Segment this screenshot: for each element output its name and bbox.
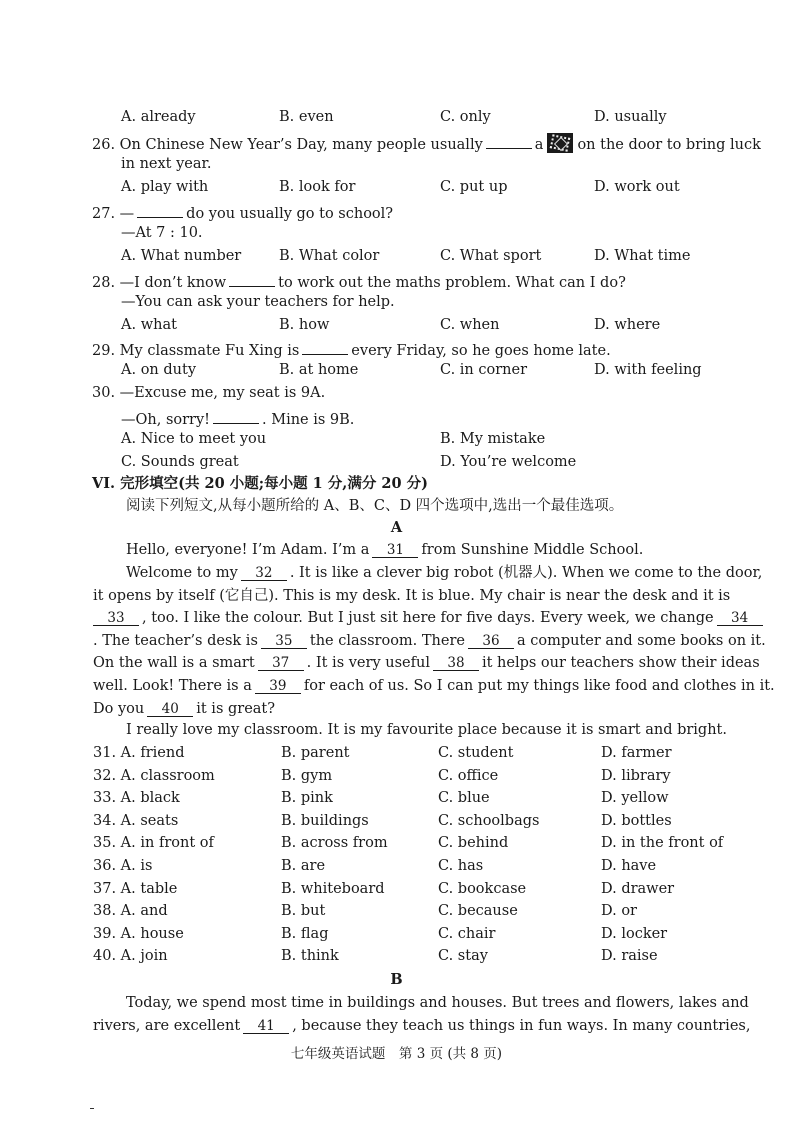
- cloze-option-c: C. stay: [438, 948, 488, 964]
- q26-option-b: B. look for: [279, 179, 356, 195]
- cloze-option-b: B. are: [281, 858, 326, 874]
- cloze-option-b: B. think: [281, 948, 339, 964]
- passage-a-line-7: well. Look! There is a 39 for each of us. So I can put my things like food and clothes in it.: [93, 678, 775, 694]
- question-number: 30.: [92, 385, 116, 401]
- passage-a-line-2: Welcome to my 32 . It is like a clever big robot (机器人). When we come to the door,: [126, 565, 763, 581]
- q30-reply-line: —Oh, sorry! . Mine is 9B.: [121, 407, 354, 429]
- cloze-blank-31: 31: [372, 541, 418, 558]
- q26-option-d: D. work out: [594, 179, 680, 195]
- cloze-option-c: C. office: [438, 768, 499, 784]
- cloze-blank-39: 39: [255, 677, 301, 694]
- cloze-option-d: D. raise: [601, 948, 658, 964]
- q27-option-d: D. What time: [594, 248, 691, 264]
- cloze-option-c: C. student: [438, 745, 514, 761]
- q29-stem: 29. My classmate Fu Xing is every Friday, so he goes home late.: [92, 338, 611, 360]
- cloze-blank-35: 35: [261, 632, 307, 649]
- section-title: VI. 完形填空(共 20 小题;每小题 1 分,满分 20 分): [92, 475, 428, 492]
- cloze-option-d: D. drawer: [601, 881, 675, 897]
- cloze-row-40: 40. A. join: [93, 948, 168, 964]
- question-number: 28.: [92, 275, 116, 291]
- cloze-option-d: D. or: [601, 903, 637, 919]
- q27-option-c: C. What sport: [440, 248, 542, 264]
- cloze-option-b: B. across from: [281, 835, 388, 851]
- passage-a-line-4: 33 , too. I like the colour. But I just sit here for five days. Every week, we change 34: [93, 609, 766, 627]
- cloze-option-b: B. but: [281, 903, 326, 919]
- q28-option-a: A. what: [121, 317, 177, 333]
- q30-option-d: D. You’re welcome: [440, 454, 577, 470]
- cloze-blank-36: 36: [468, 632, 514, 649]
- q30-stem: 30. —Excuse me, my seat is 9A.: [92, 385, 326, 401]
- q30-option-a: A. Nice to meet you: [121, 431, 267, 447]
- passage-a-line-8: Do you 40 it is great?: [93, 701, 276, 717]
- cloze-row-33: 33. A. black: [93, 790, 180, 806]
- section-instruction: 阅读下列短文,从每小题所给的 A、B、C、D 四个选项中,选出一个最佳选项。: [126, 498, 624, 514]
- q25-option-d: D. usually: [594, 109, 667, 125]
- cloze-option-c: C. schoolbags: [438, 813, 540, 829]
- q26-stem: 26. On Chinese New Year’s Day, many people usually a on the door to bring luck: [92, 132, 761, 154]
- cloze-option-b: B. whiteboard: [281, 881, 385, 897]
- cloze-option-c: C. chair: [438, 926, 496, 942]
- cloze-option-d: D. bottles: [601, 813, 672, 829]
- q29-option-c: C. in corner: [440, 362, 528, 378]
- page-footer: 七年级英语试题 第 3 页 (共 8 页): [290, 1046, 503, 1062]
- answer-blank: [302, 338, 348, 355]
- cloze-option-c: C. has: [438, 858, 484, 874]
- cloze-row-31: 31. A. friend: [93, 745, 185, 761]
- question-number: 29.: [92, 343, 116, 359]
- q28-answer-line: —You can ask your teachers for help.: [121, 294, 395, 310]
- cloze-option-b: B. buildings: [281, 813, 369, 829]
- answer-blank: [213, 407, 259, 424]
- cloze-option-d: D. farmer: [601, 745, 672, 761]
- cloze-option-b: B. flag: [281, 926, 329, 942]
- cloze-option-c: C. blue: [438, 790, 490, 806]
- q27-option-a: A. What number: [121, 248, 242, 264]
- q25-option-b: B. even: [279, 109, 334, 125]
- cloze-option-d: D. locker: [601, 926, 668, 942]
- cloze-option-c: C. because: [438, 903, 518, 919]
- passage-a-line-6: On the wall is a smart 37 . It is very useful 38 it helps our teachers show their ideas: [93, 655, 760, 671]
- cloze-option-d: D. in the front of: [601, 835, 724, 851]
- passage-b-label: B: [390, 971, 403, 988]
- q28-option-b: B. how: [279, 317, 330, 333]
- q30-option-c: C. Sounds great: [121, 454, 239, 470]
- answer-blank: [137, 201, 183, 218]
- page-mark: [90, 1108, 94, 1109]
- q27-option-b: B. What color: [279, 248, 380, 264]
- cloze-option-b: B. parent: [281, 745, 350, 761]
- cloze-blank-33: 33: [93, 609, 139, 626]
- chinese-knot-icon: [547, 133, 573, 153]
- cloze-row-39: 39. A. house: [93, 926, 184, 942]
- cloze-blank-41: 41: [243, 1017, 289, 1034]
- cloze-row-35: 35. A. in front of: [93, 835, 214, 851]
- q25-option-a: A. already: [121, 109, 196, 125]
- q26-option-c: C. put up: [440, 179, 508, 195]
- cloze-row-32: 32. A. classroom: [93, 768, 215, 784]
- passage-a-line-5: . The teacher’s desk is 35 the classroom. There 36 a computer and some books on it.: [93, 633, 766, 649]
- q26-option-a: A. play with: [121, 179, 209, 195]
- cloze-blank-32: 32: [241, 564, 287, 581]
- passage-a-label: A: [390, 519, 403, 536]
- q26-stem-cont: in next year.: [121, 156, 212, 172]
- question-number: 26.: [92, 137, 116, 153]
- q25-option-c: C. only: [440, 109, 491, 125]
- cloze-option-b: B. gym: [281, 768, 333, 784]
- cloze-row-36: 36. A. is: [93, 858, 153, 874]
- cloze-option-c: C. behind: [438, 835, 509, 851]
- passage-b-line-2: rivers, are excellent 41 , because they teach us things in fun ways. In many countries,: [93, 1018, 751, 1034]
- passage-a-line-1: Hello, everyone! I’m Adam. I’m a 31 from Sunshine Middle School.: [126, 542, 644, 558]
- passage-b-line-1: Today, we spend most time in buildings and houses. But trees and flowers, lakes and: [126, 995, 749, 1011]
- question-number: 27.: [92, 206, 116, 222]
- cloze-blank-34: 34: [717, 609, 763, 626]
- cloze-blank-37: 37: [258, 654, 304, 671]
- q27-stem: 27. — do you usually go to school?: [92, 201, 393, 223]
- cloze-row-37: 37. A. table: [93, 881, 178, 897]
- cloze-row-34: 34. A. seats: [93, 813, 179, 829]
- q29-option-d: D. with feeling: [594, 362, 702, 378]
- passage-a-line-3: it opens by itself (它自己). This is my desk. It is blue. My chair is near the desk and it is: [93, 588, 731, 604]
- answer-blank: [229, 270, 275, 287]
- cloze-row-38: 38. A. and: [93, 903, 168, 919]
- cloze-blank-40: 40: [147, 700, 193, 717]
- cloze-blank-38: 38: [433, 654, 479, 671]
- cloze-option-b: B. pink: [281, 790, 333, 806]
- q28-stem: 28. —I don’t know to work out the maths problem. What can I do?: [92, 270, 626, 292]
- cloze-option-d: D. yellow: [601, 790, 669, 806]
- q30-option-b: B. My mistake: [440, 431, 546, 447]
- answer-blank: [486, 132, 532, 149]
- cloze-option-d: D. have: [601, 858, 657, 874]
- cloze-option-d: D. library: [601, 768, 671, 784]
- q29-option-b: B. at home: [279, 362, 359, 378]
- passage-a-line-9: I really love my classroom. It is my favourite place because it is smart and bright.: [126, 722, 727, 738]
- q28-option-c: C. when: [440, 317, 500, 333]
- q27-answer-line: —At 7 : 10.: [121, 225, 203, 241]
- q28-option-d: D. where: [594, 317, 661, 333]
- cloze-option-c: C. bookcase: [438, 881, 527, 897]
- q29-option-a: A. on duty: [121, 362, 197, 378]
